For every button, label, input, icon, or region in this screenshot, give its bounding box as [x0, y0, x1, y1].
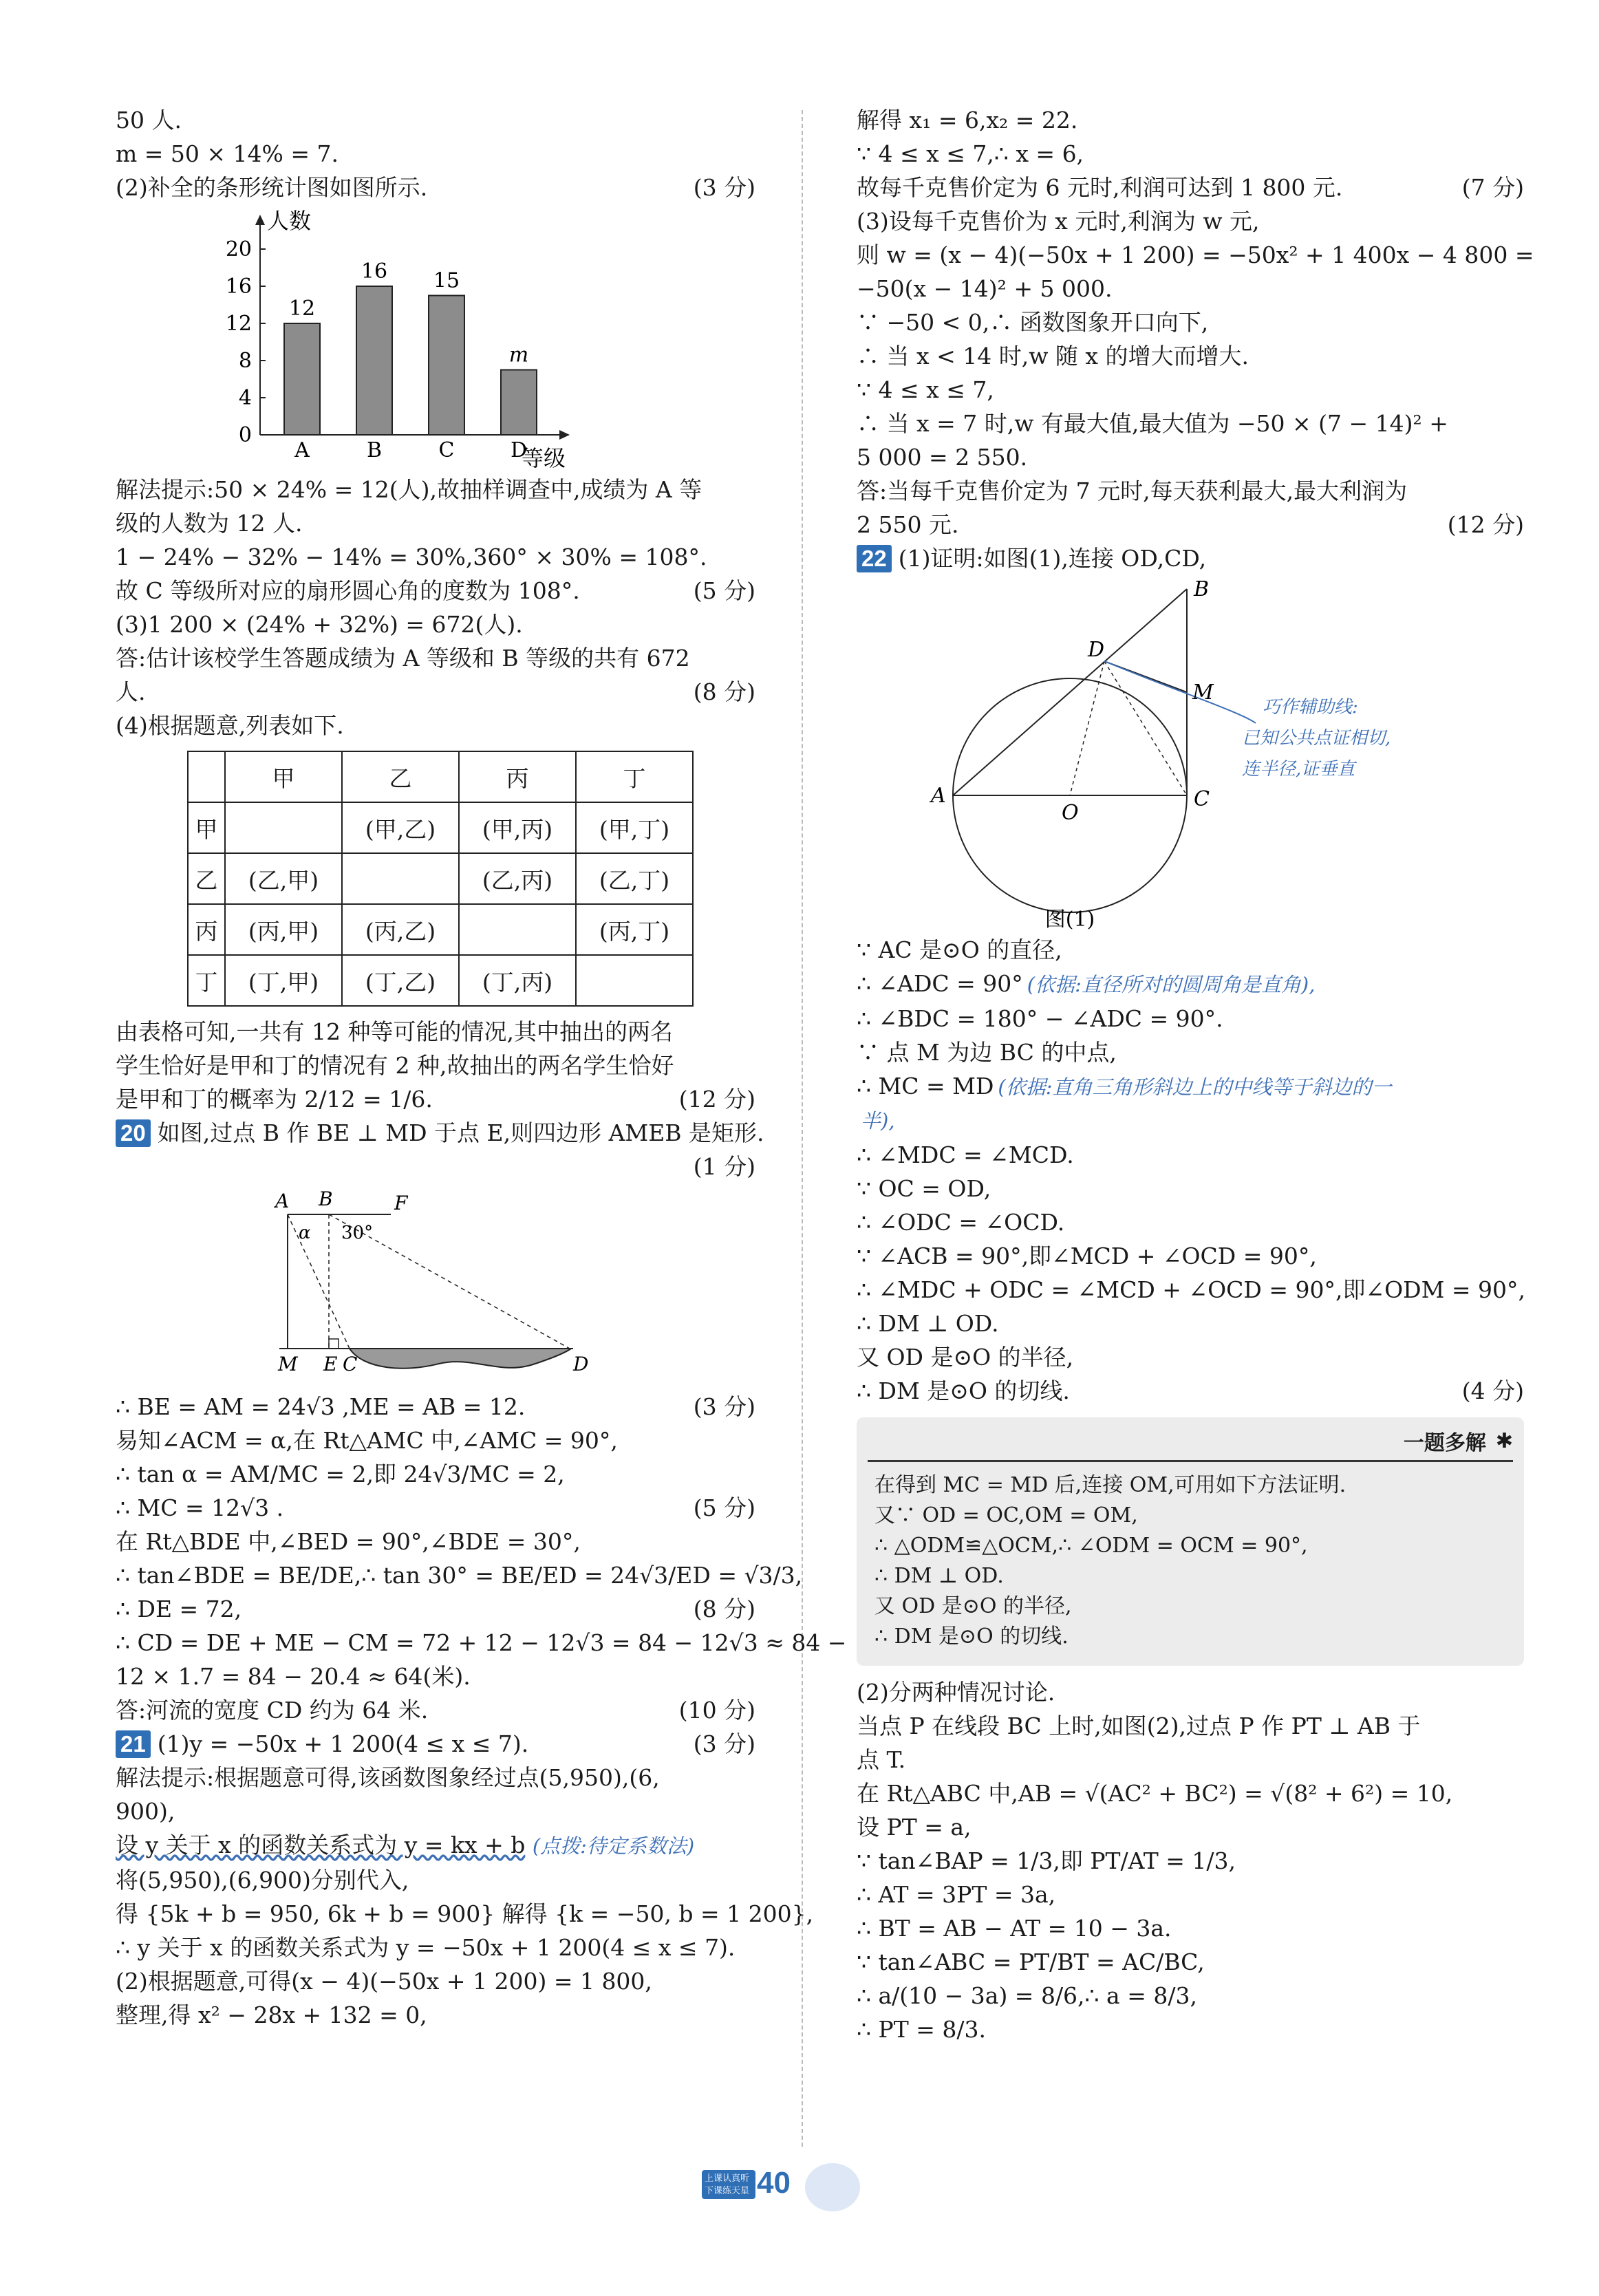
table-cell — [576, 955, 693, 1006]
table-cell — [225, 802, 342, 853]
question-22 — [857, 541, 1524, 2046]
question-20 — [116, 1116, 847, 1727]
question-21-continued — [857, 103, 1534, 541]
question-22-part2 — [857, 1675, 1524, 2046]
label-D: D — [573, 1353, 589, 1375]
text-line: ∴ ∠ADC = 90° (依据:直径所对的圆周角是直角), — [857, 970, 1316, 997]
page-footer — [688, 2160, 894, 2222]
text-line: 故 C 等级所对应的扇形圆心角的度数为 108°. (5 分) — [116, 577, 755, 604]
text-line: ∴ ∠MDC = ∠MCD. — [857, 1141, 1074, 1168]
text-line: 在 Rt△BDE 中,∠BED = 90°,∠BDE = 30°, — [116, 1528, 581, 1555]
bar — [501, 370, 537, 436]
text-line: ∵ −50 < 0,∴ 函数图象开口向下, — [857, 309, 1209, 336]
text-line: ∵ AC 是⊙O 的直径, — [857, 936, 1062, 963]
box-title: 一题多解 ✱ — [868, 1426, 1513, 1462]
left-column — [116, 103, 847, 2032]
text-line: ∴ DM ⊥ OD. — [857, 1310, 999, 1337]
text-line: 2 550 元. (12 分) — [857, 511, 1524, 538]
text-line: (2)补全的条形统计图如图所示. (3 分) — [116, 174, 755, 201]
text-line: 人. (8 分) — [116, 678, 755, 705]
label-B: B — [319, 1188, 333, 1210]
text-line: 答:当每千克售价定为 7 元时,每天获利最大,最大利润为 — [857, 478, 1408, 504]
text-line: 则 w = (x − 4)(−50x + 1 200) = −50x² + 1 400x − 4 800 = — [857, 242, 1534, 268]
text-line: (3)设每千克售价为 x 元时,利润为 w 元, — [857, 208, 1260, 235]
text-line: 1 − 24% − 32% − 14% = 30%,360° × 30% = 108°. — [116, 544, 707, 570]
text-line: ∴ PT = 8/3. — [857, 2016, 986, 2043]
bar — [284, 323, 320, 435]
bar-value-label: 15 — [433, 268, 460, 293]
text-line: 又 OD 是⊙O 的半径, — [874, 1594, 1072, 1618]
label-O: O — [1062, 801, 1079, 825]
river-figure-svg — [116, 1183, 597, 1390]
alternative-solution-box — [857, 1417, 1524, 1666]
question-number: 21 — [116, 1730, 151, 1758]
text-line: ∵ tan∠BAP = 1/3,即 PT/AT = 1/3, — [857, 1847, 1236, 1874]
text-line: (2)根据题意,可得(x − 4)(−50x + 1 200) = 1 800, — [116, 1968, 652, 1995]
text-line: (3)1 200 × (24% + 32%) = 672(人). — [116, 611, 523, 638]
question-21 — [116, 1727, 814, 2032]
probability-conclusion — [116, 1015, 755, 1116]
text-line: 5 000 = 2 550. — [857, 444, 1028, 471]
y-tick-label: 16 — [225, 275, 252, 299]
text-line: 又∵ OD = OC,OM = OM, — [874, 1503, 1138, 1527]
x-tick-label: A — [294, 438, 310, 462]
hint-block — [116, 473, 755, 742]
text-line: 又 OD 是⊙O 的半径, — [857, 1344, 1074, 1371]
text-line: ∵ tan∠ABC = PT/BT = AC/BC, — [857, 1949, 1205, 1975]
text-line: 答:河流的宽度 CD 约为 64 米. (10 分) — [116, 1697, 755, 1724]
text-line: 半), — [861, 1109, 895, 1133]
label-A: A — [275, 1190, 290, 1212]
probability-table — [187, 751, 694, 1007]
text-line: ∴ MC = 12√3 . (5 分) — [116, 1494, 755, 1521]
x-tick-label: B — [366, 438, 383, 462]
question-number: 22 — [857, 545, 892, 572]
table-cell: 丁 — [188, 955, 225, 1006]
label-A: A — [931, 784, 946, 808]
y-tick-label: 8 — [238, 349, 252, 373]
x-tick-label: C — [438, 438, 455, 462]
note-line-2: 已知公共点证相切, — [1242, 728, 1391, 749]
text-line: ∴ AT = 3PT = 3a, — [857, 1881, 1056, 1908]
label-M: M — [278, 1353, 298, 1375]
text-line: ∴ DE = 72, (8 分) — [116, 1596, 755, 1622]
figure-caption: 图(1) — [1044, 908, 1095, 932]
table-cell — [342, 853, 459, 904]
text-line: 是甲和丁的概率为 2/12 = 1/6. (12 分) — [116, 1086, 755, 1113]
text-line: 将(5,950),(6,900)分别代入, — [116, 1867, 409, 1893]
y-axis-label: 人数 — [267, 208, 312, 234]
bar — [356, 286, 392, 435]
table-cell: (乙,甲) — [225, 853, 342, 904]
table-cell: (丁,甲) — [225, 955, 342, 1006]
table-cell: (丁,丙) — [459, 955, 576, 1006]
text-line: 解得 x₁ = 6,x₂ = 22. — [857, 107, 1078, 133]
text-line: ∴ △ODM≌△OCM,∴ ∠ODM = OCM = 90°, — [874, 1534, 1308, 1558]
text-line: 21 (1)y = −50x + 1 200(4 ≤ x ≤ 7). (3 分) — [116, 1727, 755, 1761]
bar-chart-svg — [116, 204, 611, 473]
text-line: 故每千克售价定为 6 元时,利润可达到 1 800 元. (7 分) — [857, 174, 1524, 201]
label-alpha: α — [299, 1223, 311, 1243]
table-cell: (甲,乙) — [342, 802, 459, 853]
y-tick-label: 20 — [225, 237, 252, 261]
table-row — [188, 853, 693, 904]
x-tick-label: D — [510, 438, 528, 462]
text-line: 设 PT = a, — [857, 1814, 972, 1841]
text-line: ∴ tan α = AM/MC = 2,即 24√3/MC = 2, — [116, 1461, 565, 1488]
table-cell: (乙,丙) — [459, 853, 576, 904]
text-line: 12 × 1.7 = 84 − 20.4 ≈ 64(米). — [116, 1663, 471, 1690]
table-cell: 丙 — [459, 751, 576, 802]
column-divider — [802, 110, 803, 2147]
table-row — [188, 955, 693, 1006]
page-number: 40 — [757, 2166, 791, 2200]
text-line: ∵ OC = OD, — [857, 1175, 991, 1202]
table-cell: (乙,丁) — [576, 853, 693, 904]
circle-figure-svg — [857, 575, 1524, 933]
label-B: B — [1194, 577, 1210, 601]
question-20-solution — [116, 1390, 847, 1727]
text-line: −50(x − 14)² + 5 000. — [857, 275, 1113, 302]
table-row — [188, 751, 693, 802]
table-cell — [188, 751, 225, 802]
y-tick-label: 4 — [238, 386, 252, 410]
bar-value-label: 16 — [361, 259, 388, 283]
text-line: (1 分) — [693, 1153, 755, 1180]
text-line: ∴ tan∠BDE = BE/DE,∴ tan 30° = BE/ED = 24√3/ED = √3/3, — [116, 1562, 803, 1589]
text-line: 在得到 MC = MD 后,连接 OM,可用如下方法证明. — [874, 1473, 1346, 1497]
table-cell: 甲 — [225, 751, 342, 802]
text-line: 易知∠ACM = α,在 Rt△AMC 中,∠AMC = 90°, — [116, 1427, 618, 1454]
y-tick-label: 12 — [225, 312, 252, 336]
text-line: ∴ ∠MDC + ODC = ∠MCD + ∠OCD = 90°,即∠ODM = 90°, — [857, 1276, 1526, 1303]
note-line-1: 巧作辅助线: — [1263, 697, 1358, 718]
question-22-proof — [857, 933, 1524, 1408]
question-number: 20 — [116, 1119, 151, 1147]
x-axis-label: 等级 — [522, 445, 566, 471]
circle-figure — [857, 575, 1524, 933]
table-cell: (丙,甲) — [225, 904, 342, 955]
river-figure — [116, 1183, 755, 1390]
table-cell: 丁 — [576, 751, 693, 802]
text-line: 22 (1)证明:如图(1),连接 OD,CD, — [857, 541, 1524, 575]
text-line: ∴ DM 是⊙O 的切线. (4 分) — [857, 1377, 1524, 1404]
text-line: ∴ ∠ODC = ∠OCD. — [857, 1209, 1065, 1236]
table-cell: 乙 — [188, 853, 225, 904]
text-line: ∴ y 关于 x 的函数关系式为 y = −50x + 1 200(4 ≤ x ≤ 7). — [116, 1934, 736, 1961]
table-cell: (丁,乙) — [342, 955, 459, 1006]
text-line: ∵ 4 ≤ x ≤ 7,∴ x = 6, — [857, 140, 1084, 167]
text-line: 设 y 关于 x 的函数关系式为 y = kx + b (点拨:待定系数法) — [116, 1832, 695, 1858]
text-line: 在 Rt△ABC 中,AB = √(AC² + BC²) = √(8² + 6²) = 10, — [857, 1780, 1453, 1807]
table-cell: 丙 — [188, 904, 225, 955]
text-line: ∴ MC = MD (依据:直角三角形斜边上的中线等于斜边的一 — [857, 1073, 1392, 1099]
text-line: ∴ BT = AB − AT = 10 − 3a. — [857, 1915, 1172, 1942]
label-M: M — [1192, 680, 1214, 705]
y-tick-label: 0 — [238, 423, 252, 447]
text-line: 由表格可知,一共有 12 种等可能的情况,其中抽出的两名 — [116, 1018, 673, 1045]
text-line: 900), — [116, 1798, 175, 1825]
text-line: ∴ ∠BDC = 180° − ∠ADC = 90°. — [857, 1005, 1223, 1032]
text-line: 当点 P 在线段 BC 上时,如图(2),过点 P 作 PT ⊥ AB 于 — [857, 1713, 1421, 1739]
text-line: 学生恰好是甲和丁的情况有 2 种,故抽出的两名学生恰好 — [116, 1052, 674, 1079]
table-row — [188, 802, 693, 853]
label-C: C — [343, 1353, 358, 1375]
text-line: ∴ 当 x < 14 时,w 随 x 的增大而增大. — [857, 343, 1249, 369]
text-line: ∴ 当 x = 7 时,w 有最大值,最大值为 −50 × (7 − 14)² + — [857, 410, 1448, 437]
text-line: ∴ CD = DE + ME − CM = 72 + 12 − 12√3 = 84 − 12√3 ≈ 84 − — [116, 1629, 847, 1656]
text-line: ∴ BE = AM = 24√3 ,ME = AB = 12. (3 分) — [116, 1393, 755, 1420]
text-line: (2)分两种情况讨论. — [857, 1679, 1055, 1706]
text-line: ∵ 点 M 为边 BC 的中点, — [857, 1039, 1117, 1066]
text-line: 整理,得 x² − 28x + 132 = 0, — [116, 2002, 427, 2028]
bar — [429, 296, 464, 436]
text-line: m = 50 × 14% = 7. — [116, 140, 339, 167]
note-line-3: 连半径,证垂直 — [1242, 759, 1355, 780]
bar-value-label: 12 — [288, 297, 316, 321]
x-axis-arrow — [559, 430, 570, 440]
table-cell — [459, 904, 576, 955]
text-line: 解法提示:50 × 24% = 12(人),故抽样调查中,成绩为 A 等 — [116, 476, 702, 503]
label-C: C — [1194, 787, 1210, 811]
table-cell: (甲,丁) — [576, 802, 693, 853]
table-cell: (丙,丁) — [576, 904, 693, 955]
right-column — [857, 103, 1534, 2046]
bar-chart — [116, 204, 755, 473]
text-line: 答:估计该校学生答题成绩为 A 等级和 B 等级的共有 672 — [116, 645, 690, 672]
text-line: (4)根据题意,列表如下. — [116, 712, 344, 739]
label-F: F — [394, 1192, 408, 1214]
text-line: ∵ 4 ≤ x ≤ 7, — [857, 376, 994, 403]
text-line: ∴ a/(10 − 3a) = 8/6,∴ a = 8/3, — [857, 1982, 1197, 2009]
text-line: ∵ ∠ACB = 90°,即∠MCD + ∠OCD = 90°, — [857, 1243, 1317, 1269]
label-E: E — [323, 1353, 338, 1375]
text-line: ∴ DM ⊥ OD. — [874, 1564, 1004, 1588]
star-icon: ✱ — [1495, 1428, 1513, 1453]
table-cell: 乙 — [342, 751, 459, 802]
text-line: 20 如图,过点 B 作 BE ⊥ MD 于点 E,则四边形 AMEB 是矩形. — [116, 1116, 755, 1150]
y-axis-arrow — [255, 215, 265, 225]
label-angle: 30° — [341, 1223, 374, 1243]
text-line: 50 人. — [116, 107, 182, 133]
footer-slogan: 上课认真听 下课练天星 — [702, 2170, 755, 2199]
text-line: 点 T. — [857, 1746, 906, 1773]
mascot-icon — [805, 2163, 860, 2211]
text-line: 解法提示:根据题意可得,该函数图象经过点(5,950),(6, — [116, 1764, 660, 1791]
bar-value-label: m — [508, 343, 529, 367]
label-D: D — [1088, 638, 1105, 662]
table-cell: 甲 — [188, 802, 225, 853]
table-cell: (丙,乙) — [342, 904, 459, 955]
text-line: 得 {5k + b = 950, 6k + b = 900} 解得 {k = −50, b = 1 200}, — [116, 1900, 814, 1927]
text-line: ∴ DM 是⊙O 的切线. — [874, 1624, 1069, 1649]
table-row — [188, 904, 693, 955]
table-cell: (甲,丙) — [459, 802, 576, 853]
text-line: 级的人数为 12 人. — [116, 510, 303, 537]
